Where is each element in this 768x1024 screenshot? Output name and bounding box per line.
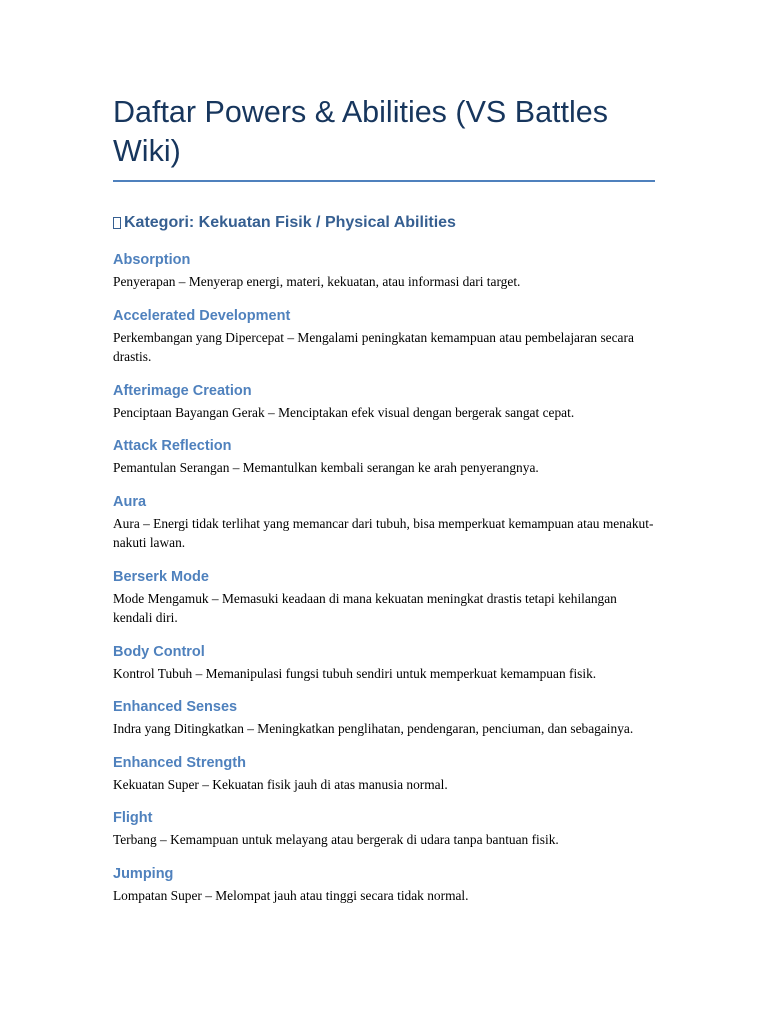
document-title: Daftar Powers & Abilities (VS Battles Wiki)	[113, 93, 655, 182]
abilities-list	[113, 250, 655, 905]
entry-description: Penciptaan Bayangan Gerak – Menciptakan efek visual dengan bergerak sangat cepat.	[113, 404, 575, 420]
entry-description: Mode Mengamuk – Memasuki keadaan di mana kekuatan meningkat drastis tetapi kehilangan kendali diri.	[113, 590, 617, 625]
entry-heading: Afterimage Creation	[113, 382, 252, 399]
entry-description: Perkembangan yang Dipercepat – Mengalami peningkatan kemampuan atau pembelajaran secara drastis.	[113, 329, 634, 364]
entry-description: Terbang – Kemampuan untuk melayang atau bergerak di udara tanpa bantuan fisik.	[113, 832, 559, 847]
entry-heading: Enhanced Senses	[113, 699, 238, 715]
section-heading	[113, 212, 655, 234]
entry-heading: Accelerated Development	[113, 307, 291, 324]
entry-description: Aura – Energi tidak terlihat yang memancar dari tubuh, bisa memperkuat kemampuan atau menakut-nakuti lawan.	[113, 515, 654, 550]
missing-glyph-box-icon	[113, 217, 121, 229]
entry-description: Lompatan Super – Melompat jauh atau tinggi secara tidak normal.	[113, 887, 469, 903]
entry-heading: Absorption	[113, 252, 191, 268]
list-item	[113, 753, 655, 795]
entry-heading: Aura	[113, 493, 147, 510]
list-item	[113, 250, 655, 292]
entry-heading: Flight	[113, 810, 153, 826]
entry-description: Pemantulan Serangan – Memantulkan kembali serangan ke arah penyerangnya.	[113, 460, 539, 475]
list-item	[113, 642, 655, 684]
list-item	[113, 864, 655, 906]
entry-description: Kekuatan Super – Kekuatan fisik jauh di atas manusia normal.	[113, 776, 448, 792]
entry-heading: Attack Reflection	[113, 438, 232, 454]
entry-description: Kontrol Tubuh – Memanipulasi fungsi tubuh sendiri untuk memperkuat kemampuan fisik.	[113, 665, 597, 681]
entry-description: Penyerapan – Menyerap energi, materi, kekuatan, atau informasi dari target.	[113, 274, 521, 289]
list-item	[113, 436, 655, 478]
entry-description: Indra yang Ditingkatkan – Meningkatkan penglihatan, pendengaran, penciuman, dan sebagainya.	[113, 721, 634, 736]
list-item	[113, 306, 655, 367]
list-item	[113, 381, 655, 423]
list-item	[113, 808, 655, 850]
entry-heading: Enhanced Strength	[113, 754, 246, 771]
entry-heading: Jumping	[113, 865, 174, 882]
entry-heading: Berserk Mode	[113, 568, 209, 585]
list-item	[113, 567, 655, 628]
list-item	[113, 492, 655, 553]
section-heading-text: Kategori: Kekuatan Fisik / Physical Abilities	[124, 214, 456, 231]
list-item	[113, 697, 655, 739]
entry-heading: Body Control	[113, 643, 205, 660]
